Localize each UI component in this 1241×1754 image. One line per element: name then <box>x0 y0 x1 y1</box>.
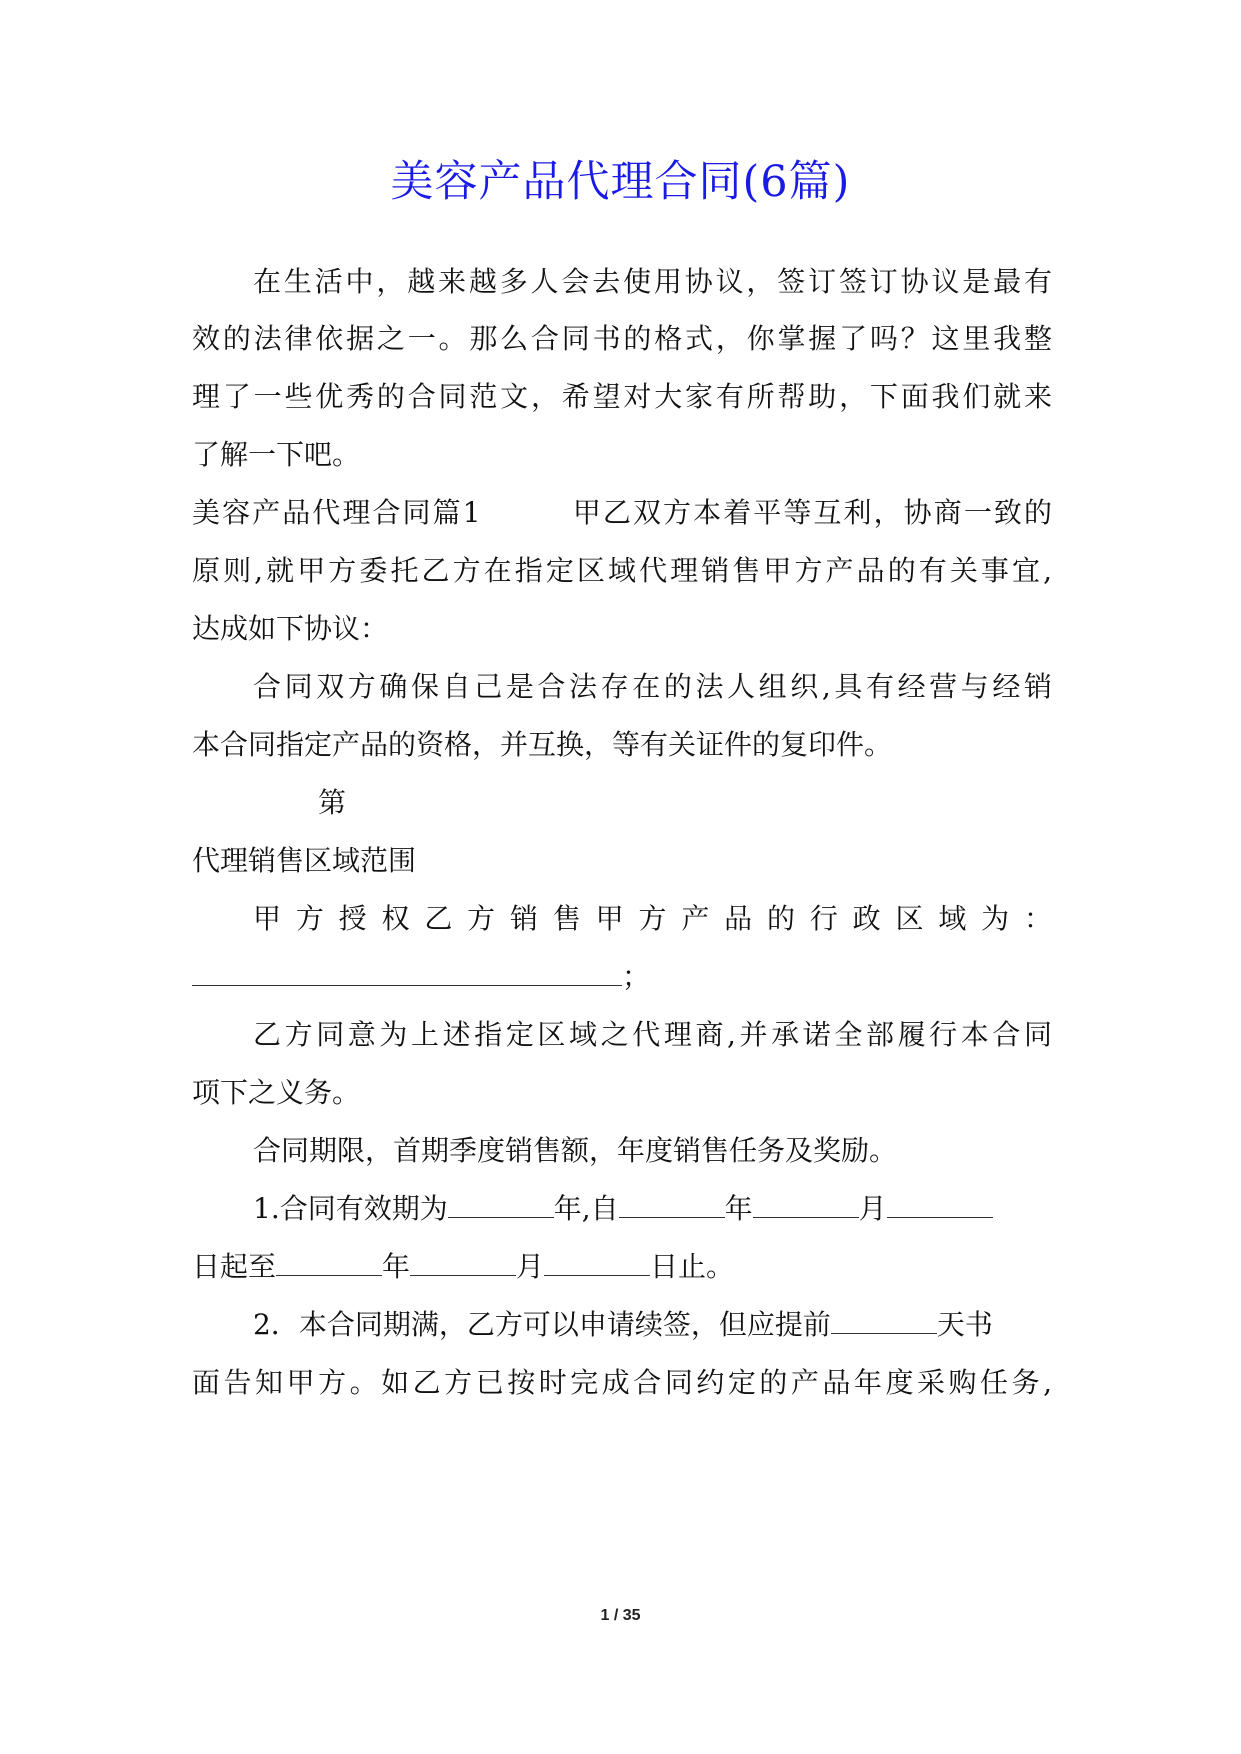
item1-blank-start-month <box>753 1191 859 1218</box>
heading-di: 第 <box>318 786 347 819</box>
item1-blank-start-day <box>887 1191 993 1218</box>
item2-blank-days <box>831 1307 937 1334</box>
item1-blank-end-year <box>276 1249 382 1276</box>
item1-text-g: 月 <box>516 1250 545 1283</box>
item1-line-2 <box>192 1247 1052 1287</box>
item1-text-e: 日起至 <box>192 1250 277 1283</box>
item1-text-h: 日止。 <box>650 1250 735 1283</box>
intro-line-1: 在生活中，越来越多人会去使用协议，签订签订协议是最有 <box>253 265 1052 298</box>
document-title: 美容产品代理合同(6篇) <box>390 157 851 207</box>
item2-line-1 <box>253 1305 1052 1345</box>
para4-line-2: 项下之义务。 <box>192 1076 361 1109</box>
item1-blank-end-month <box>410 1249 516 1276</box>
item1-text-b: 年,自 <box>553 1192 619 1225</box>
item2-text-a: 2．本合同期满，乙方可以申请续签，但应提前 <box>253 1308 831 1341</box>
para3-line-2 <box>192 957 1052 997</box>
item1-text-a: 1.合同有效期为 <box>253 1192 448 1225</box>
item2-text-b: 天书 <box>936 1308 993 1341</box>
item1-text-f: 年 <box>382 1250 411 1283</box>
intro-line-2: 效的法律依据之一。那么合同书的格式，你掌握了吗？这里我整 <box>192 322 1052 355</box>
section1-line-3: 达成如下协议： <box>192 612 389 645</box>
item2-line-2: 面告知甲方。如乙方已按时完成合同约定的产品年度采购任务, <box>192 1366 1052 1399</box>
para3-line-1: 甲方授权乙方销售甲方产品的行政区域为： <box>253 902 1052 935</box>
item1-blank-years <box>448 1191 554 1218</box>
item1-text-c: 年 <box>724 1192 753 1225</box>
para4-line-1: 乙方同意为上述指定区域之代理商,并承诺全部履行本合同 <box>253 1018 1052 1051</box>
para2-line-1: 合同双方确保自己是合法存在的法人组织,具有经营与经销 <box>253 670 1052 703</box>
page-number: 1 / 35 <box>600 1607 641 1624</box>
para3-line-2-end: ； <box>622 960 651 993</box>
item1-blank-start-year <box>619 1191 725 1218</box>
para5-line: 合同期限，首期季度销售额，年度销售任务及奖励。 <box>253 1134 898 1167</box>
section1-line-1: 美容产品代理合同篇1 甲乙双方本着平等互利，协商一致的 <box>192 496 1052 529</box>
section1-line-2: 原则,就甲方委托乙方在指定区域代理销售甲方产品的有关事宜, <box>192 554 1052 587</box>
item1-blank-end-day <box>544 1249 650 1276</box>
intro-line-3: 理了一些优秀的合同范文，希望对大家有所帮助，下面我们就来 <box>192 380 1052 413</box>
heading-area: 代理销售区域范围 <box>192 844 417 877</box>
item1-text-d: 月 <box>858 1192 887 1225</box>
item1-line-1 <box>253 1189 1052 1229</box>
para2-line-2: 本合同指定产品的资格，并互换，等有关证件的复印件。 <box>192 728 893 761</box>
intro-line-4: 了解一下吧。 <box>192 438 361 471</box>
region-blank <box>192 959 622 986</box>
